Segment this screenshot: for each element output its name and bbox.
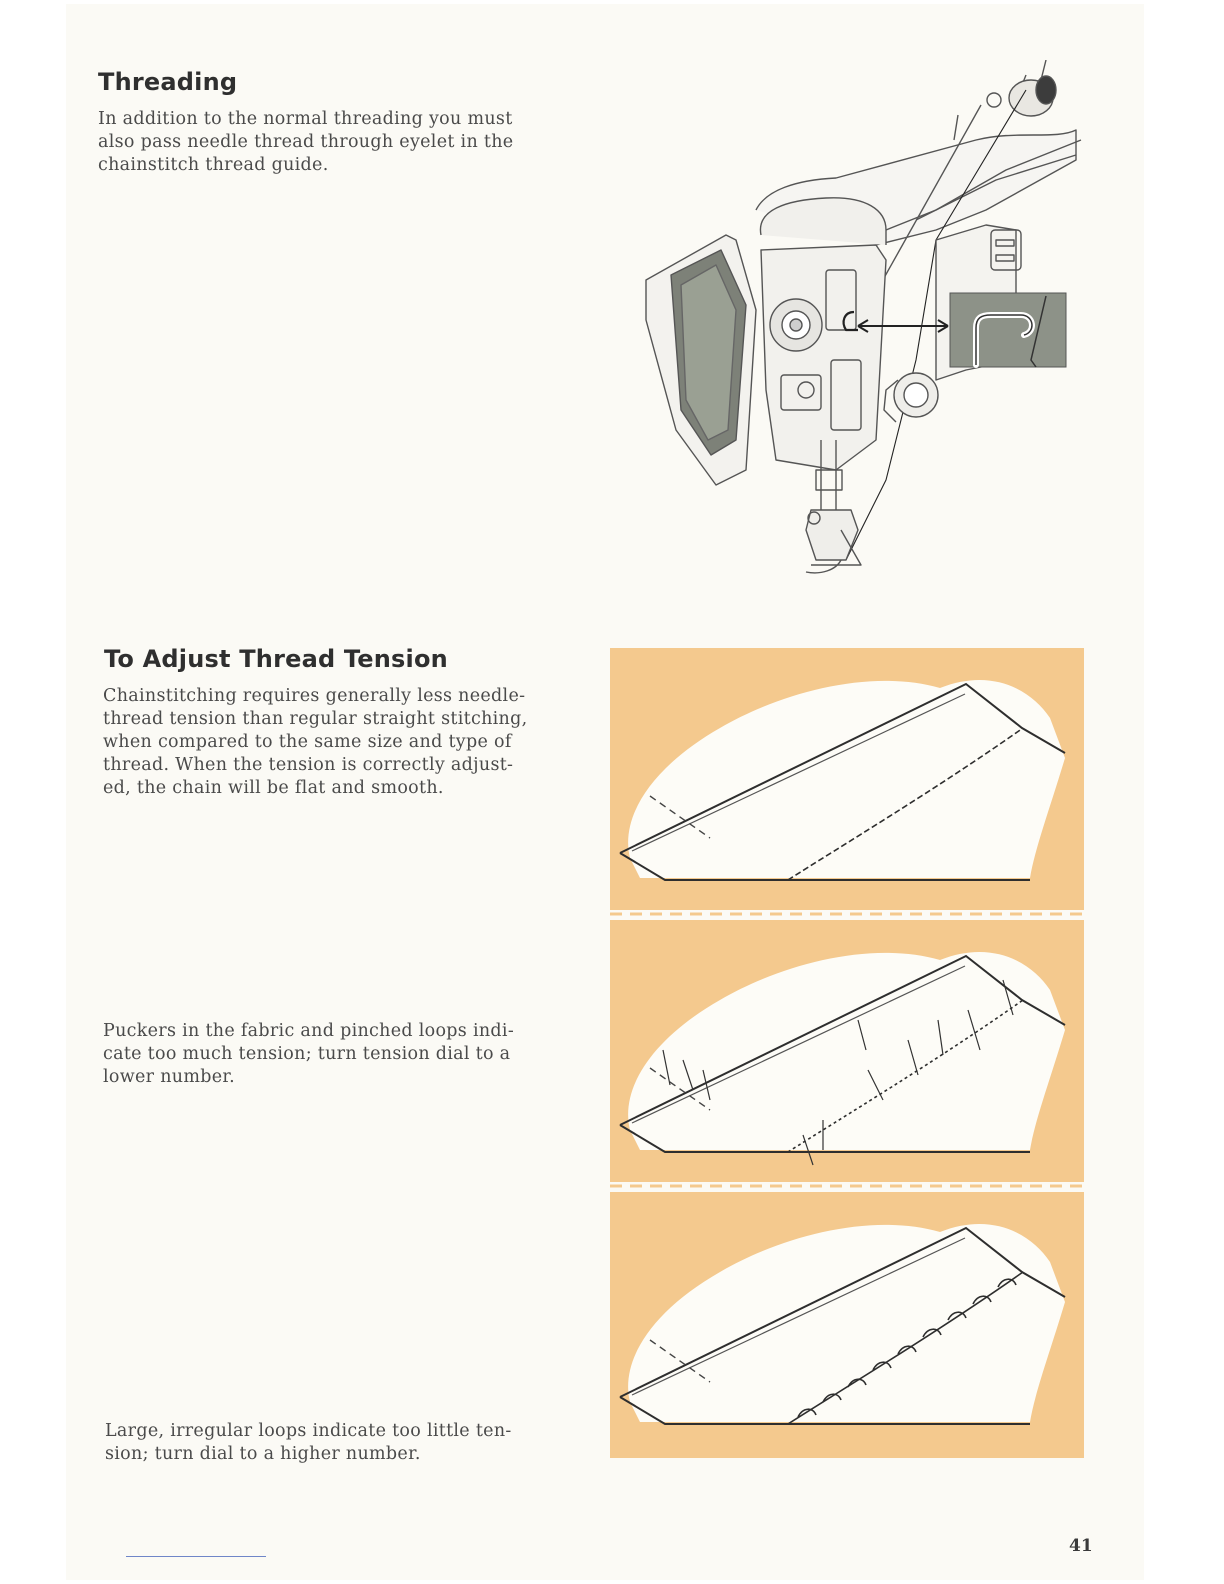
text-line: lower number. (103, 1067, 235, 1087)
text-line: chainstitch thread guide. (98, 155, 329, 175)
tension-intro-paragraph (103, 685, 527, 800)
text-line: thread tension than regular straight stitching, (103, 709, 528, 729)
footer-rule (126, 1556, 266, 1557)
page-number: 41 (1069, 1536, 1093, 1556)
text-line: In addition to the normal threading you must (98, 109, 513, 129)
text-line: also pass needle thread through eyelet in the (98, 132, 514, 152)
too-little-tension-paragraph (105, 1420, 512, 1466)
text-line: thread. When the tension is correctly adjust- (103, 755, 514, 775)
threading-heading: Threading (98, 68, 238, 96)
correct-tension-icon (610, 648, 1084, 910)
text-line: ed, the chain will be flat and smooth. (103, 778, 444, 798)
text-line: Chainstitching requires generally less needle- (103, 686, 526, 706)
too-much-tension-paragraph (103, 1020, 514, 1089)
text-line: Large, irregular loops indicate too little ten- (105, 1421, 512, 1441)
text-line: Puckers in the fabric and pinched loops indi- (103, 1021, 515, 1041)
tension-panels-illustration (608, 648, 1090, 1460)
threading-paragraph (98, 108, 513, 177)
too-much-tension-icon (610, 920, 1084, 1182)
eyelet-inset-illustration (950, 293, 1066, 367)
text-line: when compared to the same size and type of (103, 732, 512, 752)
too-little-tension-icon (610, 1192, 1084, 1458)
sewing-machine-head-illustration (636, 60, 1086, 580)
tension-heading: To Adjust Thread Tension (104, 645, 448, 673)
text-line: sion; turn dial to a higher number. (105, 1444, 421, 1464)
text-line: cate too much tension; turn tension dial to a (103, 1044, 511, 1064)
